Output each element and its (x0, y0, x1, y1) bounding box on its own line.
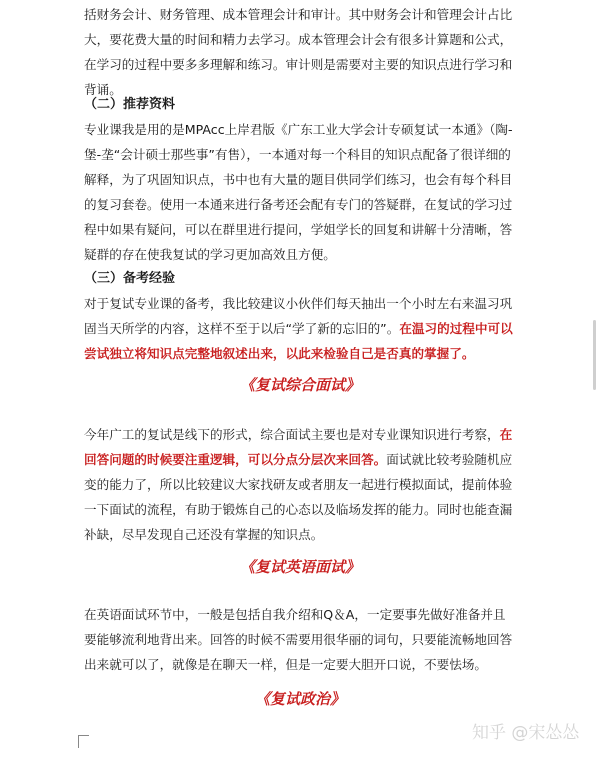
subheading-experience: （三）备考经验 (84, 271, 176, 286)
experience-highlight: 在温习的过程中可以尝试独立将知识点完整地叙述出来，以此来检验自己是否真的掌握了。 (84, 321, 513, 361)
english-paragraph: 在英语面试环节中，一般是包括自我介绍和Q＆A，一定要事先做好准备并且要能够流利地背出来。回答的时候不需要用很华丽的词句，只要能流畅地回答出来就可以了，就像是在聊天一样，但是一定要大胆开口说，不要怯场。 (84, 607, 513, 672)
experience-text: 对于复试专业课的备考，我比较建议小伙伴们每天抽出一个小时左右来温习巩固当天所学的内容，这样不至于以后“学了新的忘旧的”。 (84, 296, 513, 336)
subheading-materials: （二）推荐资料 (84, 97, 176, 112)
intro-paragraph: 括财务会计、财务管理、成本管理会计和审计。其中财务会计和管理会计占比大，要花费大量的时间和精力去学习。成本管理会计会有很多计算题和公式，在学习的过程中要多多理解和练习。审计则是需要对主要的知识点进行学习和背诵。 (84, 7, 513, 97)
watermark-text: 知乎 @宋怂怂 (472, 723, 580, 743)
interview-highlight: 在回答问题的时候要注重逻辑，可以分点分层次来回答。 (84, 427, 513, 467)
materials-paragraph: 专业课我是用的是MPAcc上岸君版《广东工业大学会计专硕复试一本通》（陶-堡-垄“会计硕士那些事”有售），一本通对每一个科目的知识点配备了很详细的解释，为了巩固知识点，书中也有大量的题目供同学们练习，也会有每个科目的复习套卷。使用一本通来进行备考还会配有专门的答疑群，在复试的学习过程中如果有疑问，可以在群里进行提问，学姐学长的回复和讲解十分清晰，答疑群的存在使我复试的学习更加高效且方便。 (84, 122, 513, 262)
experience-paragraph (84, 291, 518, 366)
section-title-politics: 《复试政治》 (254, 690, 345, 708)
corner-mark (78, 735, 89, 748)
scrollbar-thumb[interactable] (593, 320, 596, 390)
interview-paragraph (84, 422, 518, 547)
section-title-interview: 《复试综合面试》 (239, 376, 360, 394)
interview-text-b: 面试就比较考验随机应变的能力了，所以比较建议大家找研友或者朋友一起进行模拟面试，提前体验一下面试的流程，有助于锻炼自己的心态以及临场发挥的能力。同时也能查漏补缺，尽早发现自己还没有掌握的知识点。 (84, 452, 513, 542)
section-title-english: 《复试英语面试》 (239, 558, 360, 576)
interview-text-a: 今年广工的复试是线下的形式，综合面试主要也是对专业课知识进行考察， (84, 427, 500, 442)
